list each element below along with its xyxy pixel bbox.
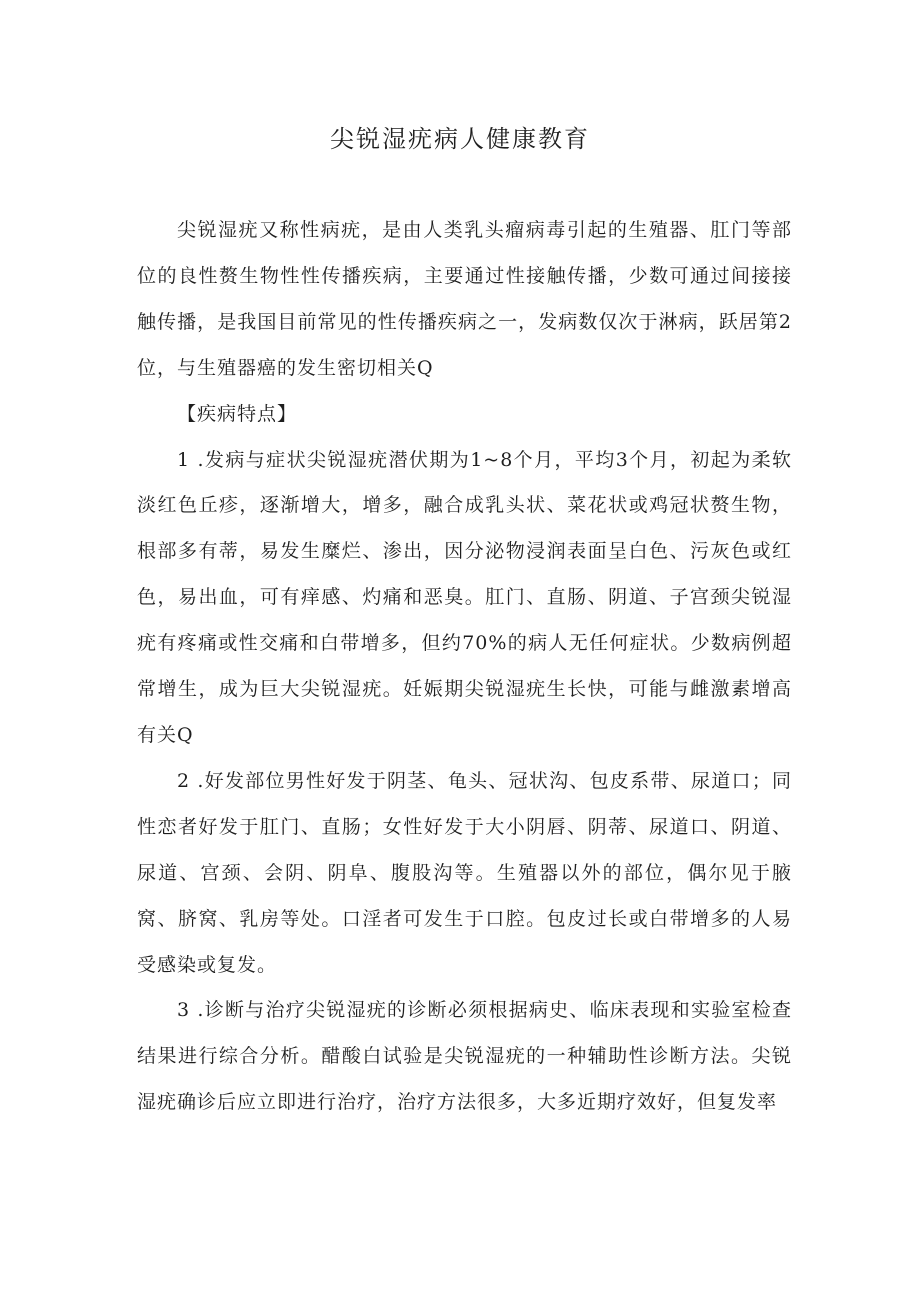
paragraph-intro: 尖锐湿疣又称性病疣，是由人类乳头瘤病毒引起的生殖器、肛门等部位的良性赘生物性性传播疾病，主要通过性接触传播，少数可通过间接接触传播，是我国目前常见的性传播疾病之一，发病数仅次于淋病，跃居第2位，与生殖器癌的发生密切相关Q [137, 219, 792, 379]
paragraph-sites: 2 .好发部位男性好发于阴茎、龟头、冠状沟、包皮系带、尿道口；同性恋者好发于肛门、直肠；女性好发于大小阴唇、阴蒂、尿道口、阴道、尿道、宫颈、会阴、阴阜、腹股沟等。生殖器以外的部位，偶尔见于腋窝、脐窝、乳房等处。口淫者可发生于口腔。包皮过长或白带增多的人易受感染或复发。 [137, 769, 792, 976]
paragraph-symptoms: 1 .发病与症状尖锐湿疣潜伏期为1~8个月，平均3个月，初起为柔软淡红色丘疹，逐渐增大，增多，融合成乳头状、菜花状或鸡冠状赘生物，根部多有蒂，易发生糜烂、渗出，因分泌物浸润表面呈白色、污灰色或红色，易出血，可有痒感、灼痛和恶臭。肛门、直肠、阴道、子宫颈尖锐湿疣有疼痛或性交痛和白带增多，但约70%的病人无任何症状。少数病例超常增生，成为巨大尖锐湿疣。妊娠期尖锐湿疣生长快，可能与雌激素增高有关Q [137, 448, 792, 746]
document-title: 尖锐湿疣病人健康教育 [330, 125, 590, 153]
document-body [137, 208, 792, 1126]
paragraph-diagnosis-treatment: 3 .诊断与治疗尖锐湿疣的诊断必须根据病史、临床表现和实验室检查结果进行综合分析。醋酸白试验是尖锐湿疣的一种辅助性诊断方法。尖锐湿疣确诊后应立即进行治疗，治疗方法很多，大多近期疗效好，但复发率 [137, 999, 792, 1114]
section-heading-disease-features: 【疾病特点】 [177, 402, 298, 425]
